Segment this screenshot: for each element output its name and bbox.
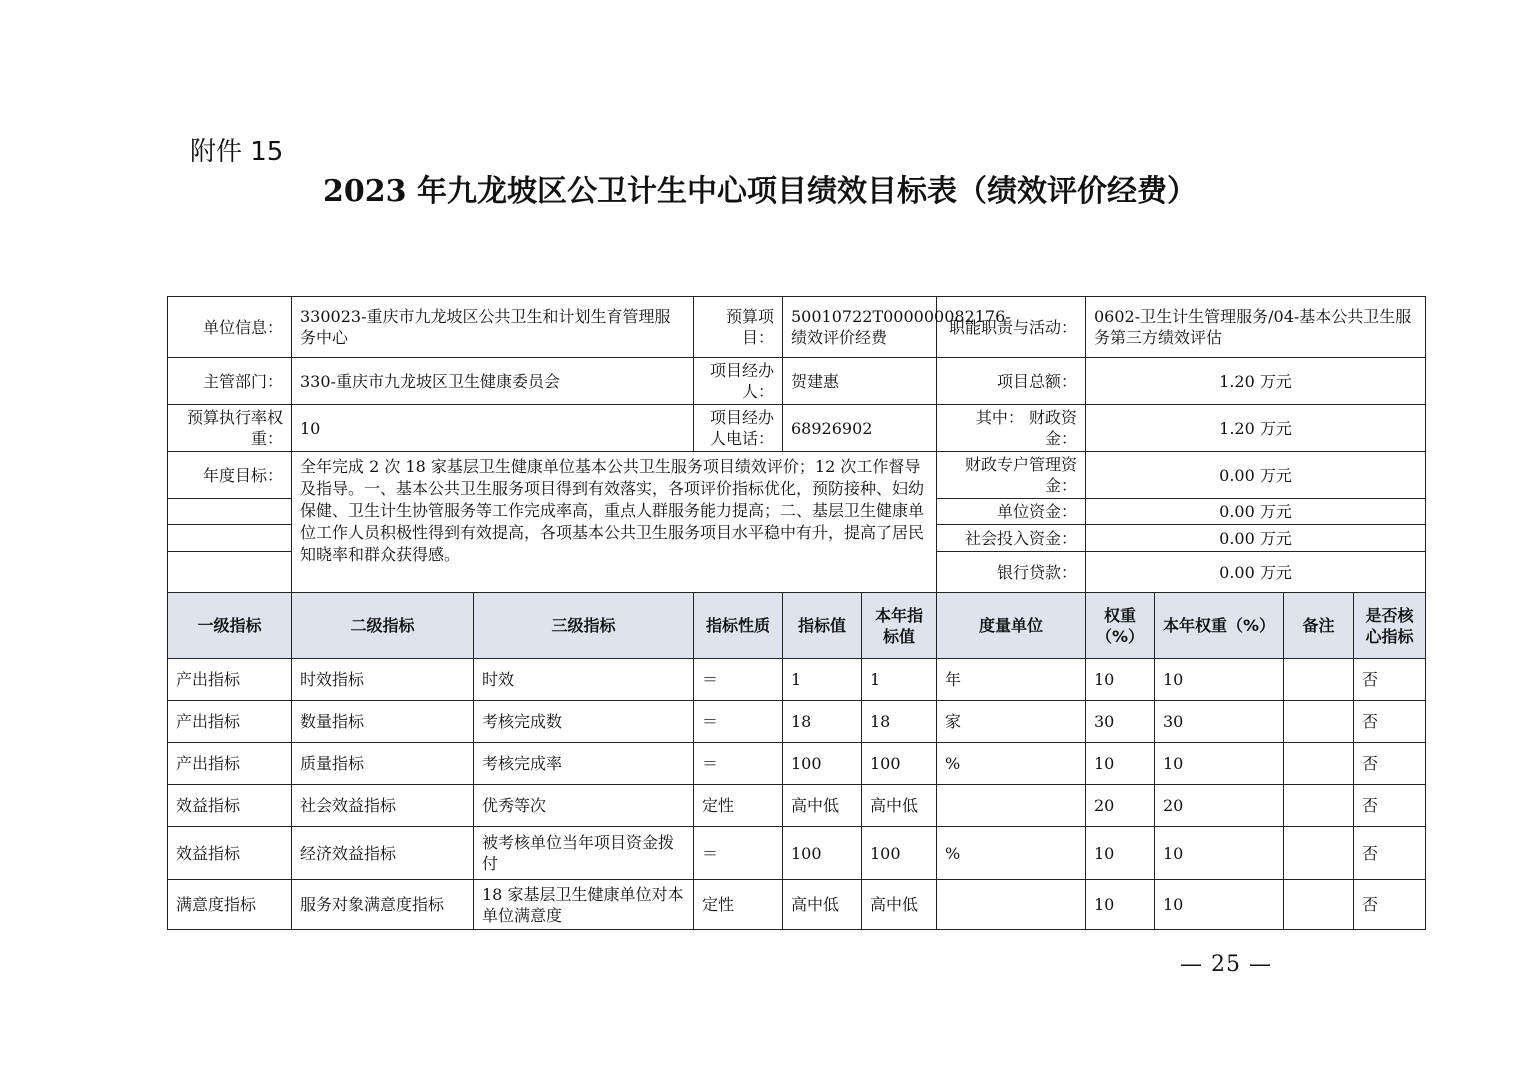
phone-label: 项目经办人电话： — [694, 405, 783, 452]
table-cell: 18 家基层卫生健康单位对本单位满意度 — [474, 880, 694, 930]
table-cell: 10 — [1086, 827, 1155, 880]
special-value: 0.00 万元 — [1086, 452, 1426, 499]
dept-value: 330-重庆市九龙坡区卫生健康委员会 — [292, 358, 694, 405]
table-cell: % — [937, 743, 1086, 785]
table-cell: 10 — [1086, 659, 1155, 701]
table-cell: 高中低 — [862, 880, 937, 930]
table-cell: 家 — [937, 701, 1086, 743]
unitfund-label: 单位资金： — [937, 499, 1086, 525]
table-row — [168, 743, 1426, 785]
table-row — [168, 785, 1426, 827]
page-number: — 25 — — [1180, 952, 1272, 977]
table-cell: ＝ — [694, 827, 783, 880]
manager-label: 项目经办人： — [694, 358, 783, 405]
column-header: 二级指标 — [292, 593, 474, 659]
phone-value: 68926902 — [783, 405, 937, 452]
table-cell: 100 — [783, 827, 862, 880]
table-cell: ＝ — [694, 659, 783, 701]
table-cell: 30 — [1155, 701, 1284, 743]
loan-label: 银行贷款： — [937, 552, 1086, 593]
column-header: 本年权重（%） — [1155, 593, 1284, 659]
table-cell: 时效指标 — [292, 659, 474, 701]
dept-label: 主管部门： — [168, 358, 292, 405]
fiscal-value: 1.20 万元 — [1086, 405, 1426, 452]
table-cell: 10 — [1155, 827, 1284, 880]
table-cell: 20 — [1155, 785, 1284, 827]
table-cell: 10 — [1086, 880, 1155, 930]
table-cell: 100 — [862, 827, 937, 880]
table-cell: 否 — [1354, 880, 1426, 930]
special-label: 财政专户管理资金： — [937, 452, 1086, 499]
total-label: 项目总额： — [937, 358, 1086, 405]
table-cell: 18 — [783, 701, 862, 743]
table-cell — [937, 785, 1086, 827]
table-cell: % — [937, 827, 1086, 880]
table-cell: 数量指标 — [292, 701, 474, 743]
table-cell — [1284, 785, 1354, 827]
table-cell: 1 — [783, 659, 862, 701]
goal-label: 年度目标： — [168, 452, 292, 499]
column-header: 权重（%） — [1086, 593, 1155, 659]
table-cell — [937, 880, 1086, 930]
table-cell: 时效 — [474, 659, 694, 701]
table-cell: 年 — [937, 659, 1086, 701]
table-cell: ＝ — [694, 701, 783, 743]
table-cell — [1284, 880, 1354, 930]
table-cell: 考核完成数 — [474, 701, 694, 743]
table-cell: 质量指标 — [292, 743, 474, 785]
weight-value: 10 — [292, 405, 694, 452]
table-row — [168, 827, 1426, 880]
table-row — [168, 659, 1426, 701]
table-cell: 效益指标 — [168, 785, 292, 827]
unit-label: 单位信息： — [168, 297, 292, 358]
table-cell: 高中低 — [783, 880, 862, 930]
table-row — [168, 701, 1426, 743]
column-header: 指标值 — [783, 593, 862, 659]
table-cell: 10 — [1155, 743, 1284, 785]
table-cell: 20 — [1086, 785, 1155, 827]
table-row — [168, 880, 1426, 930]
table-cell: 产出指标 — [168, 701, 292, 743]
table-cell: 10 — [1155, 659, 1284, 701]
table-cell: 被考核单位当年项目资金拨付 — [474, 827, 694, 880]
social-label: 社会投入资金： — [937, 525, 1086, 552]
table-cell: 否 — [1354, 785, 1426, 827]
table-cell: 1 — [862, 659, 937, 701]
table-cell: 10 — [1155, 880, 1284, 930]
duty-value: 0602-卫生计生管理服务/04-基本公共卫生服务第三方绩效评估 — [1086, 297, 1426, 358]
budget-item-label: 预算项目： — [694, 297, 783, 358]
table-cell: 高中低 — [862, 785, 937, 827]
column-header: 是否核心指标 — [1354, 593, 1426, 659]
goal-value: 全年完成 2 次 18 家基层卫生健康单位基本公共卫生服务项目绩效评价；12 次工作督导及指导。一、基本公共卫生服务项目得到有效落实，各项评价指标优化，预防接种、妇幼保健、卫生计生协管服务等工作完成率高，重点人群服务能力提高；二、基层卫生健康单位工作人员积极性得到有效提高，各项基本公共卫生服务项目水平稳中有升，提高了居民知晓率和群众获得感。 — [292, 452, 937, 593]
unit-value: 330023-重庆市九龙坡区公共卫生和计划生育管理服务中心 — [292, 297, 694, 358]
attachment-label: 附件 15 — [190, 137, 284, 167]
table-cell: 30 — [1086, 701, 1155, 743]
table-cell: 产出指标 — [168, 659, 292, 701]
column-header: 一级指标 — [168, 593, 292, 659]
empty-cell — [168, 525, 292, 552]
table-cell: 经济效益指标 — [292, 827, 474, 880]
column-header: 度量单位 — [937, 593, 1086, 659]
table-cell: 定性 — [694, 785, 783, 827]
table-cell: 100 — [783, 743, 862, 785]
manager-value: 贺建惠 — [783, 358, 937, 405]
table-cell — [1284, 659, 1354, 701]
table-cell: 社会效益指标 — [292, 785, 474, 827]
page-title: 2023 年九龙坡区公卫计生中心项目绩效目标表（绩效评价经费） — [323, 174, 1197, 209]
loan-value: 0.00 万元 — [1086, 552, 1426, 593]
table-cell: 否 — [1354, 659, 1426, 701]
unitfund-value: 0.00 万元 — [1086, 499, 1426, 525]
total-value: 1.20 万元 — [1086, 358, 1426, 405]
budget-item-value: 50010722T000000082176-绩效评价经费 — [783, 297, 937, 358]
table-cell: 效益指标 — [168, 827, 292, 880]
table-cell: 否 — [1354, 743, 1426, 785]
table-cell — [1284, 743, 1354, 785]
duty-label: 职能职责与活动： — [937, 297, 1086, 358]
table-cell: 满意度指标 — [168, 880, 292, 930]
table-cell — [1284, 827, 1354, 880]
table-cell: 10 — [1086, 743, 1155, 785]
table-cell: 18 — [862, 701, 937, 743]
fiscal-label: 其中： 财政资金： — [937, 405, 1086, 452]
empty-cell — [168, 552, 292, 593]
weight-label: 预算执行率权重： — [168, 405, 292, 452]
table-cell: 定性 — [694, 880, 783, 930]
performance-target-table — [167, 296, 1426, 930]
table-cell: 高中低 — [783, 785, 862, 827]
table-cell: 产出指标 — [168, 743, 292, 785]
table-cell — [1284, 701, 1354, 743]
column-header: 三级指标 — [474, 593, 694, 659]
table-cell: 优秀等次 — [474, 785, 694, 827]
table-cell: 否 — [1354, 701, 1426, 743]
table-cell: 考核完成率 — [474, 743, 694, 785]
column-header: 本年指标值 — [862, 593, 937, 659]
table-cell: 100 — [862, 743, 937, 785]
column-header: 指标性质 — [694, 593, 783, 659]
table-cell: 否 — [1354, 827, 1426, 880]
table-cell: ＝ — [694, 743, 783, 785]
empty-cell — [168, 499, 292, 525]
social-value: 0.00 万元 — [1086, 525, 1426, 552]
table-cell: 服务对象满意度指标 — [292, 880, 474, 930]
column-header: 备注 — [1284, 593, 1354, 659]
